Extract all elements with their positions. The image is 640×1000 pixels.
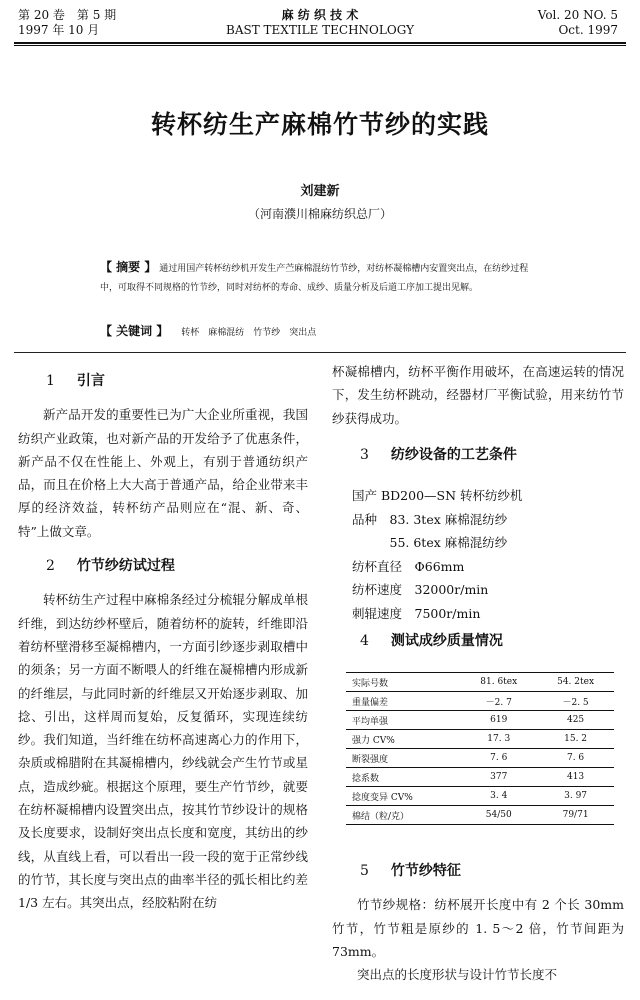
section-1-num: 1 bbox=[46, 373, 55, 389]
section-2-paragraph: 转杯纺生产过程中麻棉条经过分梳辊分解成单根纤维，到达纺纱杯壁后，随着纺杯的旋转，纤维即沿着纺杯壁滑移至凝棉槽内，一方面引纱逐步剥取槽中的须条；另一方面不断喂人的纤维在凝棉槽内形成新的纤维层，与此同时新的纤维层又开始逐步剥取、加捻、引出，这样周而复始，反复循环，实现连续纺纱。我们知道，当纤维在纺杯高速离心力的作用下，杂质或棉腊附在其凝棉槽内，纱线就会产生竹节或星点，造成纱疵。根据这个原理，要生产竹节纱，就要在纺杯凝棉槽内设置突出点，按其竹节纱设计的规格及长度要求，设制好突出点长度和宽度，其纺出的纱线，从直线上看，可以看出一段一段的宽于正常纱线的竹节，其长度与突出点的曲率半径的弧长相比约差 1/3 左右。其突出点，经胶粘附在纺 bbox=[18, 592, 308, 911]
keywords-text: 转杯 麻棉混纺 竹节纱 突出点 bbox=[181, 328, 317, 338]
section-5-heading bbox=[332, 860, 624, 883]
table-cell: 3. 97 bbox=[564, 791, 588, 801]
table-cell: －2. 7 bbox=[485, 697, 512, 708]
table-row bbox=[346, 768, 614, 787]
process-line: 刺辊速度 7500r/min bbox=[352, 605, 481, 621]
table-cell: 断裂强度 bbox=[352, 754, 389, 765]
table-cell: 15. 2 bbox=[564, 734, 588, 744]
section-5-block bbox=[332, 860, 624, 986]
table-header-cell: 81. 6tex bbox=[480, 677, 518, 687]
quality-table bbox=[346, 672, 614, 825]
volume-issue-en: Vol. 20 NO. 5 bbox=[537, 8, 618, 22]
process-line: 纺杯速度 32000r/min bbox=[352, 582, 489, 597]
section-2-continuation: 杯凝棉槽内，纺杯平衡作用破坏，在高速运转的情况下，发生纺杯跳动，经器材厂平衡试验，用来纺竹节纱获得成功。 bbox=[332, 364, 624, 426]
paper-title: 转杯纺生产麻棉竹节纱的实践 bbox=[150, 110, 489, 139]
section-5-num: 5 bbox=[360, 863, 369, 879]
header-rule bbox=[14, 42, 626, 44]
section-5-paragraph-2: 突出点的长度形状与设计竹节长度不 bbox=[357, 967, 558, 983]
table-cell: 捻系数 bbox=[352, 773, 380, 784]
table-row bbox=[346, 692, 614, 711]
table-row bbox=[346, 787, 614, 806]
section-1-heading bbox=[18, 370, 308, 393]
section-4-title: 测试成纱质量情况 bbox=[390, 633, 503, 649]
section-3-num: 3 bbox=[360, 446, 369, 463]
table-cell: 425 bbox=[566, 715, 585, 725]
issue-date: 1997 年 10 月 bbox=[18, 23, 100, 37]
table-cell: 7. 6 bbox=[490, 753, 508, 763]
process-conditions bbox=[352, 484, 523, 625]
table-cell: 619 bbox=[490, 715, 508, 725]
left-column bbox=[18, 370, 308, 915]
abstract-tag: 【 摘要 】 bbox=[100, 260, 157, 274]
table-cell: 377 bbox=[490, 772, 508, 782]
table-cell: 79/71 bbox=[562, 810, 589, 820]
table-header-cell: 实际号数 bbox=[352, 678, 389, 689]
process-line: 国产 BD200—SN 转杯纺纱机 bbox=[352, 488, 523, 503]
section-2-title: 竹节纱纺试过程 bbox=[76, 558, 175, 575]
header-rule-thin bbox=[14, 45, 626, 46]
table-cell: 3. 4 bbox=[490, 791, 508, 801]
table-cell: 强力 CV% bbox=[352, 735, 395, 746]
table-row bbox=[346, 806, 614, 825]
table-cell: －2. 5 bbox=[562, 697, 589, 708]
table-row bbox=[346, 730, 614, 749]
section-2-num: 2 bbox=[46, 558, 55, 575]
abstract bbox=[100, 258, 540, 298]
table-cell: 54/50 bbox=[485, 810, 512, 820]
author: 刘建新 bbox=[300, 184, 340, 199]
section-4-num: 4 bbox=[360, 633, 369, 649]
process-line: 纺杯直径 Φ66mm bbox=[352, 558, 465, 574]
issue-date-en: Oct. 1997 bbox=[558, 23, 618, 37]
journal-name-cn: 麻 纺 织 技 术 bbox=[281, 8, 359, 22]
table-row bbox=[346, 749, 614, 768]
section-4-block bbox=[332, 630, 624, 653]
table-cell: 17. 3 bbox=[487, 734, 511, 744]
abstract-text: 通过用国产转杯纺纱机开发生产苎麻棉混纺竹节纱，对纺杯凝棉槽内安置突出点，在纺纱过程中，可取得不同规格的竹节纱，同时对纺杯的寿命、成纱、质量分析及后道工序加工提出见解。 bbox=[100, 264, 529, 293]
volume-issue: 第 20 卷 第 5 期 bbox=[18, 8, 117, 22]
table-header-cell: 54. 2tex bbox=[557, 677, 595, 687]
table-row bbox=[346, 711, 614, 730]
section-3-title: 纺纱设备的工艺条件 bbox=[390, 446, 517, 463]
header-right bbox=[538, 8, 618, 38]
section-4-heading bbox=[332, 630, 624, 653]
affiliation: （河南濮川棉麻纺织总厂） bbox=[247, 207, 392, 221]
section-5-paragraph: 竹节纱规格：纺杯展开长度中有 2 个长 30mm 竹节，竹节粗是原纱的 1. 5～2 倍，竹节间距为 73mm。 bbox=[332, 897, 624, 959]
abstract-rule bbox=[14, 352, 626, 353]
table-cell: 重量偏差 bbox=[352, 697, 389, 708]
table-cell: 7. 6 bbox=[566, 753, 585, 763]
keywords bbox=[100, 322, 540, 343]
section-3-heading bbox=[332, 444, 624, 467]
table-cell: 棉结（粒/克） bbox=[352, 811, 410, 822]
process-line: 品种 83. 3tex 麻棉混纺纱 bbox=[352, 511, 508, 527]
section-1-paragraph: 新产品开发的重要性已为广大企业所重视，我国纺织产业政策，也对新产品的开发给予了优惠条件，新产品不仅在性能上、外观上，有别于普通纺织产品，而且在价格上大大高于普通产品，给企业带来丰厚的经济效益，转杯纺产品则应在“混、新、奇、特”上做文章。 bbox=[18, 407, 308, 539]
table-header-row bbox=[346, 673, 614, 692]
table-cell: 平均单强 bbox=[352, 716, 389, 727]
journal-name-en: BAST TEXTILE TECHNOLOGY bbox=[226, 23, 414, 37]
section-1-title: 引言 bbox=[76, 373, 105, 389]
section-5-title: 竹节纱特征 bbox=[390, 863, 461, 879]
table-cell: 413 bbox=[566, 772, 585, 782]
right-column-top bbox=[332, 360, 624, 477]
section-2-heading bbox=[18, 555, 308, 578]
keywords-tag: 【 关键词 】 bbox=[100, 324, 169, 338]
process-line: 55. 6tex 麻棉混纺纱 bbox=[352, 535, 508, 550]
table-cell: 捻度变异 CV% bbox=[352, 792, 413, 803]
